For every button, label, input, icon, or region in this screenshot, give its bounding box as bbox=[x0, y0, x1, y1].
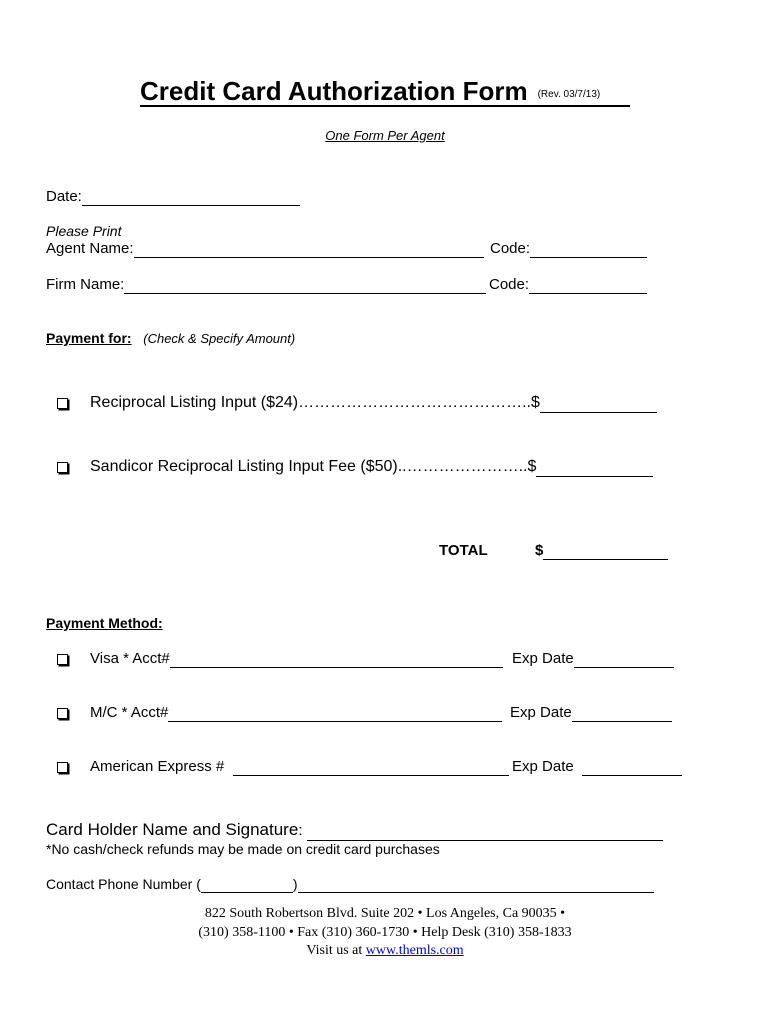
firm-name-row bbox=[46, 276, 486, 294]
please-print-note: Please Print bbox=[46, 223, 122, 239]
signature-colon: : bbox=[298, 822, 303, 839]
firm-name-label: Firm Name: bbox=[46, 276, 125, 293]
visa-exp-label: Exp Date bbox=[512, 650, 574, 667]
contact-phone-label: Contact Phone Number ( bbox=[46, 876, 201, 892]
total-currency: $ bbox=[535, 542, 544, 559]
agent-code-row bbox=[490, 240, 647, 258]
agent-code-label: Code: bbox=[490, 240, 531, 257]
contact-phone-row bbox=[46, 876, 654, 893]
firm-code-row bbox=[489, 276, 647, 294]
mastercard-label: M/C * Acct# bbox=[90, 704, 169, 721]
firm-code-field[interactable] bbox=[529, 276, 647, 294]
agent-name-row bbox=[46, 240, 484, 258]
amex-account-field[interactable] bbox=[233, 758, 509, 776]
website-link[interactable]: www.themls.com bbox=[365, 943, 464, 958]
form-title-text: Credit Card Authorization Form bbox=[140, 76, 528, 106]
signature-label: Card Holder Name and Signature bbox=[46, 820, 299, 839]
sandicor-listing-row bbox=[90, 458, 653, 477]
visa-account-field[interactable] bbox=[170, 650, 503, 668]
form-subtitle: One Form Per Agent bbox=[325, 128, 445, 143]
agent-name-field[interactable] bbox=[134, 240, 484, 258]
visa-exp-field[interactable] bbox=[574, 650, 674, 668]
payment-for-heading: Payment for: bbox=[46, 330, 132, 346]
firm-code-label: Code: bbox=[489, 276, 530, 293]
payment-method-heading: Payment Method: bbox=[46, 615, 163, 631]
payment-for-note: (Check & Specify Amount) bbox=[143, 331, 296, 346]
visa-label: Visa * Acct# bbox=[90, 650, 170, 667]
contact-phone-field[interactable] bbox=[298, 876, 654, 893]
signature-row bbox=[46, 820, 663, 841]
reciprocal-listing-row bbox=[90, 394, 657, 413]
payment-for-heading-row bbox=[46, 330, 295, 346]
amex-exp-label: Exp Date bbox=[512, 758, 574, 775]
date-label: Date: bbox=[46, 188, 82, 205]
title-underline bbox=[140, 105, 630, 107]
form-title bbox=[140, 76, 600, 107]
mastercard-checkbox[interactable] bbox=[57, 708, 68, 719]
footer-address: 822 South Robertson Blvd. Suite 202 • Los Angeles, Ca 90035 • bbox=[204, 906, 566, 921]
mastercard-exp-label: Exp Date bbox=[510, 704, 572, 721]
visa-checkbox[interactable] bbox=[57, 654, 68, 665]
date-field[interactable] bbox=[82, 188, 300, 206]
mastercard-exp-field[interactable] bbox=[572, 704, 672, 722]
signature-field[interactable] bbox=[307, 820, 663, 841]
total-amount-field[interactable] bbox=[543, 542, 668, 560]
amex-row bbox=[90, 758, 509, 776]
mastercard-exp-row bbox=[510, 704, 672, 722]
agent-name-label: Agent Name: bbox=[46, 240, 134, 257]
revision-label: (Rev. 03/7/13) bbox=[537, 89, 601, 100]
reciprocal-listing-checkbox[interactable] bbox=[57, 398, 68, 409]
footer-visit-row bbox=[0, 943, 770, 959]
date-row bbox=[46, 188, 300, 206]
agent-code-field[interactable] bbox=[530, 240, 647, 258]
footer-visit-prefix: Visit us at bbox=[306, 943, 366, 958]
reciprocal-listing-label: Reciprocal Listing Input ($24)……………………………………..$ bbox=[90, 394, 540, 411]
firm-name-field[interactable] bbox=[124, 276, 486, 294]
reciprocal-listing-amount-field[interactable] bbox=[540, 394, 657, 413]
amex-exp-field[interactable] bbox=[582, 758, 682, 776]
total-label: TOTAL bbox=[439, 542, 488, 559]
sandicor-listing-amount-field[interactable] bbox=[536, 458, 653, 477]
sandicor-listing-checkbox[interactable] bbox=[57, 462, 68, 473]
refund-note: *No cash/check refunds may be made on credit card purchases bbox=[46, 841, 440, 857]
area-code-field[interactable] bbox=[201, 876, 293, 893]
total-row bbox=[535, 542, 668, 560]
footer-phones: (310) 358-1100 • Fax (310) 360-1730 • Help Desk (310) 358-1833 bbox=[198, 925, 572, 940]
visa-exp-row bbox=[512, 650, 674, 668]
amex-label: American Express # bbox=[90, 758, 225, 775]
contact-phone-close: ) bbox=[292, 876, 298, 892]
sandicor-listing-label: Sandicor Reciprocal Listing Input Fee ($50)..…………………..$ bbox=[90, 458, 537, 475]
amex-checkbox[interactable] bbox=[57, 762, 68, 773]
mastercard-row bbox=[90, 704, 502, 722]
visa-row bbox=[90, 650, 503, 668]
mastercard-account-field[interactable] bbox=[168, 704, 502, 722]
amex-exp-row bbox=[512, 758, 682, 776]
